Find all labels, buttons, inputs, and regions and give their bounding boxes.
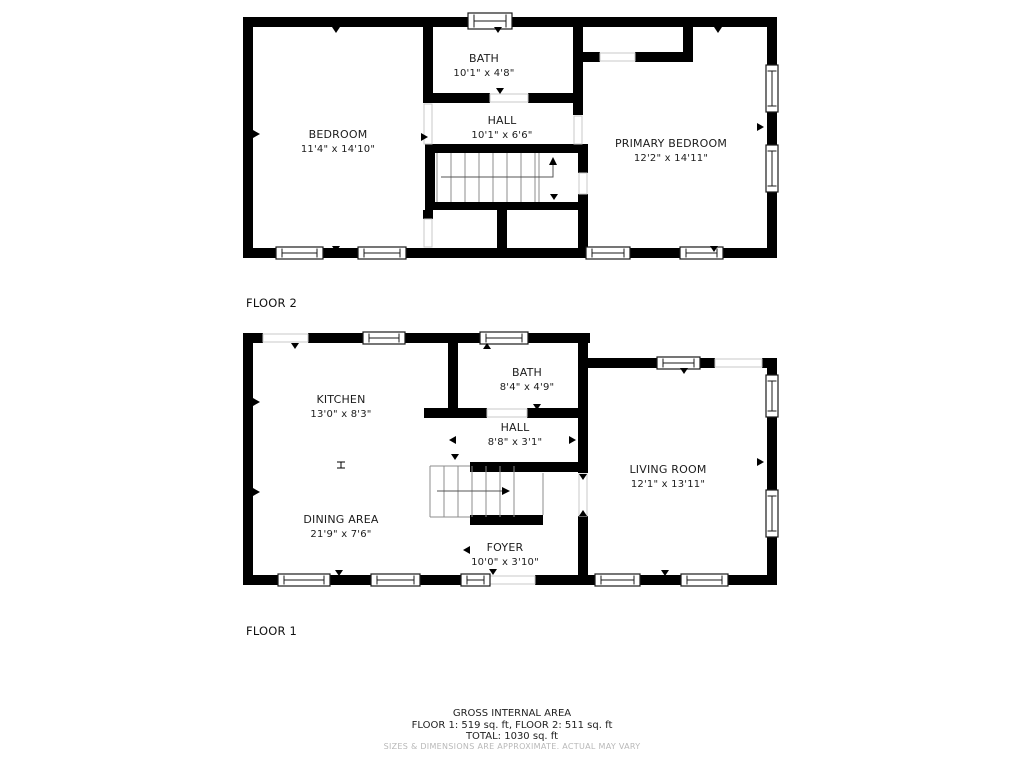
door-marker: [451, 454, 459, 460]
wall-segment: [420, 575, 461, 585]
wall-segment: [243, 333, 263, 343]
wall-segment: [448, 408, 487, 418]
floor1-room-dims-kitchen: 13'0" x 8'3": [310, 409, 372, 420]
wall-segment: [423, 93, 490, 103]
wall-segment: [578, 210, 588, 248]
wall-segment: [578, 516, 588, 585]
floor1-room-label-bath: BATH: [511, 366, 543, 379]
wall-segment: [448, 343, 458, 418]
door-marker: [757, 458, 764, 466]
floor2-room-label-bath: BATH: [468, 52, 500, 65]
door-marker: [494, 27, 502, 33]
door-marker: [253, 130, 260, 138]
floor1-room-label-living-room: LIVING ROOM: [629, 463, 707, 476]
gross-internal-area-title: GROSS INTERNAL AREA: [452, 708, 572, 719]
door-opening: [715, 359, 762, 367]
wall-segment: [640, 575, 681, 585]
wall-segment: [578, 194, 588, 210]
wall-segment: [243, 575, 278, 585]
stair-direction-arrow: [549, 157, 557, 165]
floor2-plan: [243, 13, 778, 310]
floor1-plan: [243, 332, 778, 638]
floor1-room-label-dining-area: DINING AREA: [303, 513, 379, 526]
floor2-room-dims-primary-bedroom: 12'2" x 14'11": [633, 153, 709, 164]
floor1-room-dims-bath: 8'4" x 4'9": [499, 382, 555, 393]
floor1-room-label-hall: HALL: [500, 421, 530, 434]
wall-segment: [423, 210, 433, 219]
floor2-room-label-hall: HALL: [487, 114, 517, 127]
door-marker: [449, 436, 456, 444]
floor2-room-dims-hall: 10'1" x 6'6": [471, 130, 533, 141]
door-marker: [569, 436, 576, 444]
door-marker: [757, 123, 764, 131]
door-marker: [714, 27, 722, 33]
floor-areas-line: FLOOR 1: 519 sq. ft, FLOOR 2: 511 sq. ft: [411, 720, 613, 731]
door-opening: [600, 53, 635, 61]
wall-segment: [700, 358, 715, 368]
floor2-room-dims-bedroom: 11'4" x 14'10": [300, 144, 376, 155]
floor1-room-dims-foyer: 10'0" x 3'10": [471, 557, 539, 568]
wall-segment: [243, 333, 253, 585]
wall-segment: [425, 144, 435, 210]
wall-segment: [683, 27, 693, 62]
wall-segment: [405, 333, 480, 343]
wall-segment: [330, 575, 371, 585]
door-opening: [574, 116, 582, 144]
floor2-room-label-bedroom: BEDROOM: [308, 128, 368, 141]
door-opening: [579, 173, 587, 194]
wall-segment: [767, 17, 777, 258]
floor1-title: FLOOR 1: [246, 624, 298, 638]
wall-segment: [470, 462, 588, 472]
wall-segment: [425, 144, 588, 153]
door-opening: [490, 576, 535, 584]
door-marker: [253, 488, 260, 496]
floor1-room-dims-dining-area: 21'9" x 7'6": [310, 529, 372, 540]
floor1-room-dims-living-room: 12'1" x 13'11": [630, 479, 706, 490]
door-marker: [463, 546, 470, 554]
door-opening: [579, 474, 587, 516]
floor2-room-label-primary-bedroom: PRIMARY BEDROOM: [614, 137, 728, 150]
floor1-room-label-kitchen: KITCHEN: [316, 393, 366, 406]
wall-segment: [423, 27, 433, 103]
door-marker: [550, 194, 558, 200]
wall-segment: [583, 52, 600, 62]
wall-segment: [497, 210, 507, 248]
door-opening: [487, 409, 527, 417]
wall-segment: [578, 153, 588, 173]
door-marker: [291, 343, 299, 349]
wall-segment: [308, 333, 363, 343]
door-opening: [263, 334, 308, 342]
door-marker: [496, 88, 504, 94]
floor1-room-label-foyer: FOYER: [486, 541, 524, 554]
area-summary: [384, 708, 641, 751]
wall-segment: [728, 575, 777, 585]
stair-walkline: [441, 164, 553, 177]
stair-direction-arrow: [502, 487, 510, 495]
wall-segment: [243, 17, 253, 258]
door-opening: [424, 219, 432, 247]
wall-segment: [578, 333, 588, 473]
door-marker: [680, 368, 688, 374]
wall-segment: [580, 358, 657, 368]
wall-segment: [425, 202, 588, 210]
door-marker: [332, 27, 340, 33]
wall-segment: [470, 515, 543, 525]
door-opening: [490, 94, 528, 102]
disclaimer-text: SIZES & DIMENSIONS ARE APPROXIMATE. ACTUAL MAY VARY: [383, 742, 641, 751]
wall-segment: [424, 408, 448, 418]
floor2-title: FLOOR 2: [246, 296, 298, 310]
wall-segment: [573, 27, 583, 115]
door-marker: [253, 398, 260, 406]
total-area-line: TOTAL: 1030 sq. ft: [465, 731, 559, 742]
floor1-room-dims-hall: 8'8" x 3'1": [487, 437, 543, 448]
floor2-room-dims-bath: 10'1" x 4'8": [453, 68, 515, 79]
